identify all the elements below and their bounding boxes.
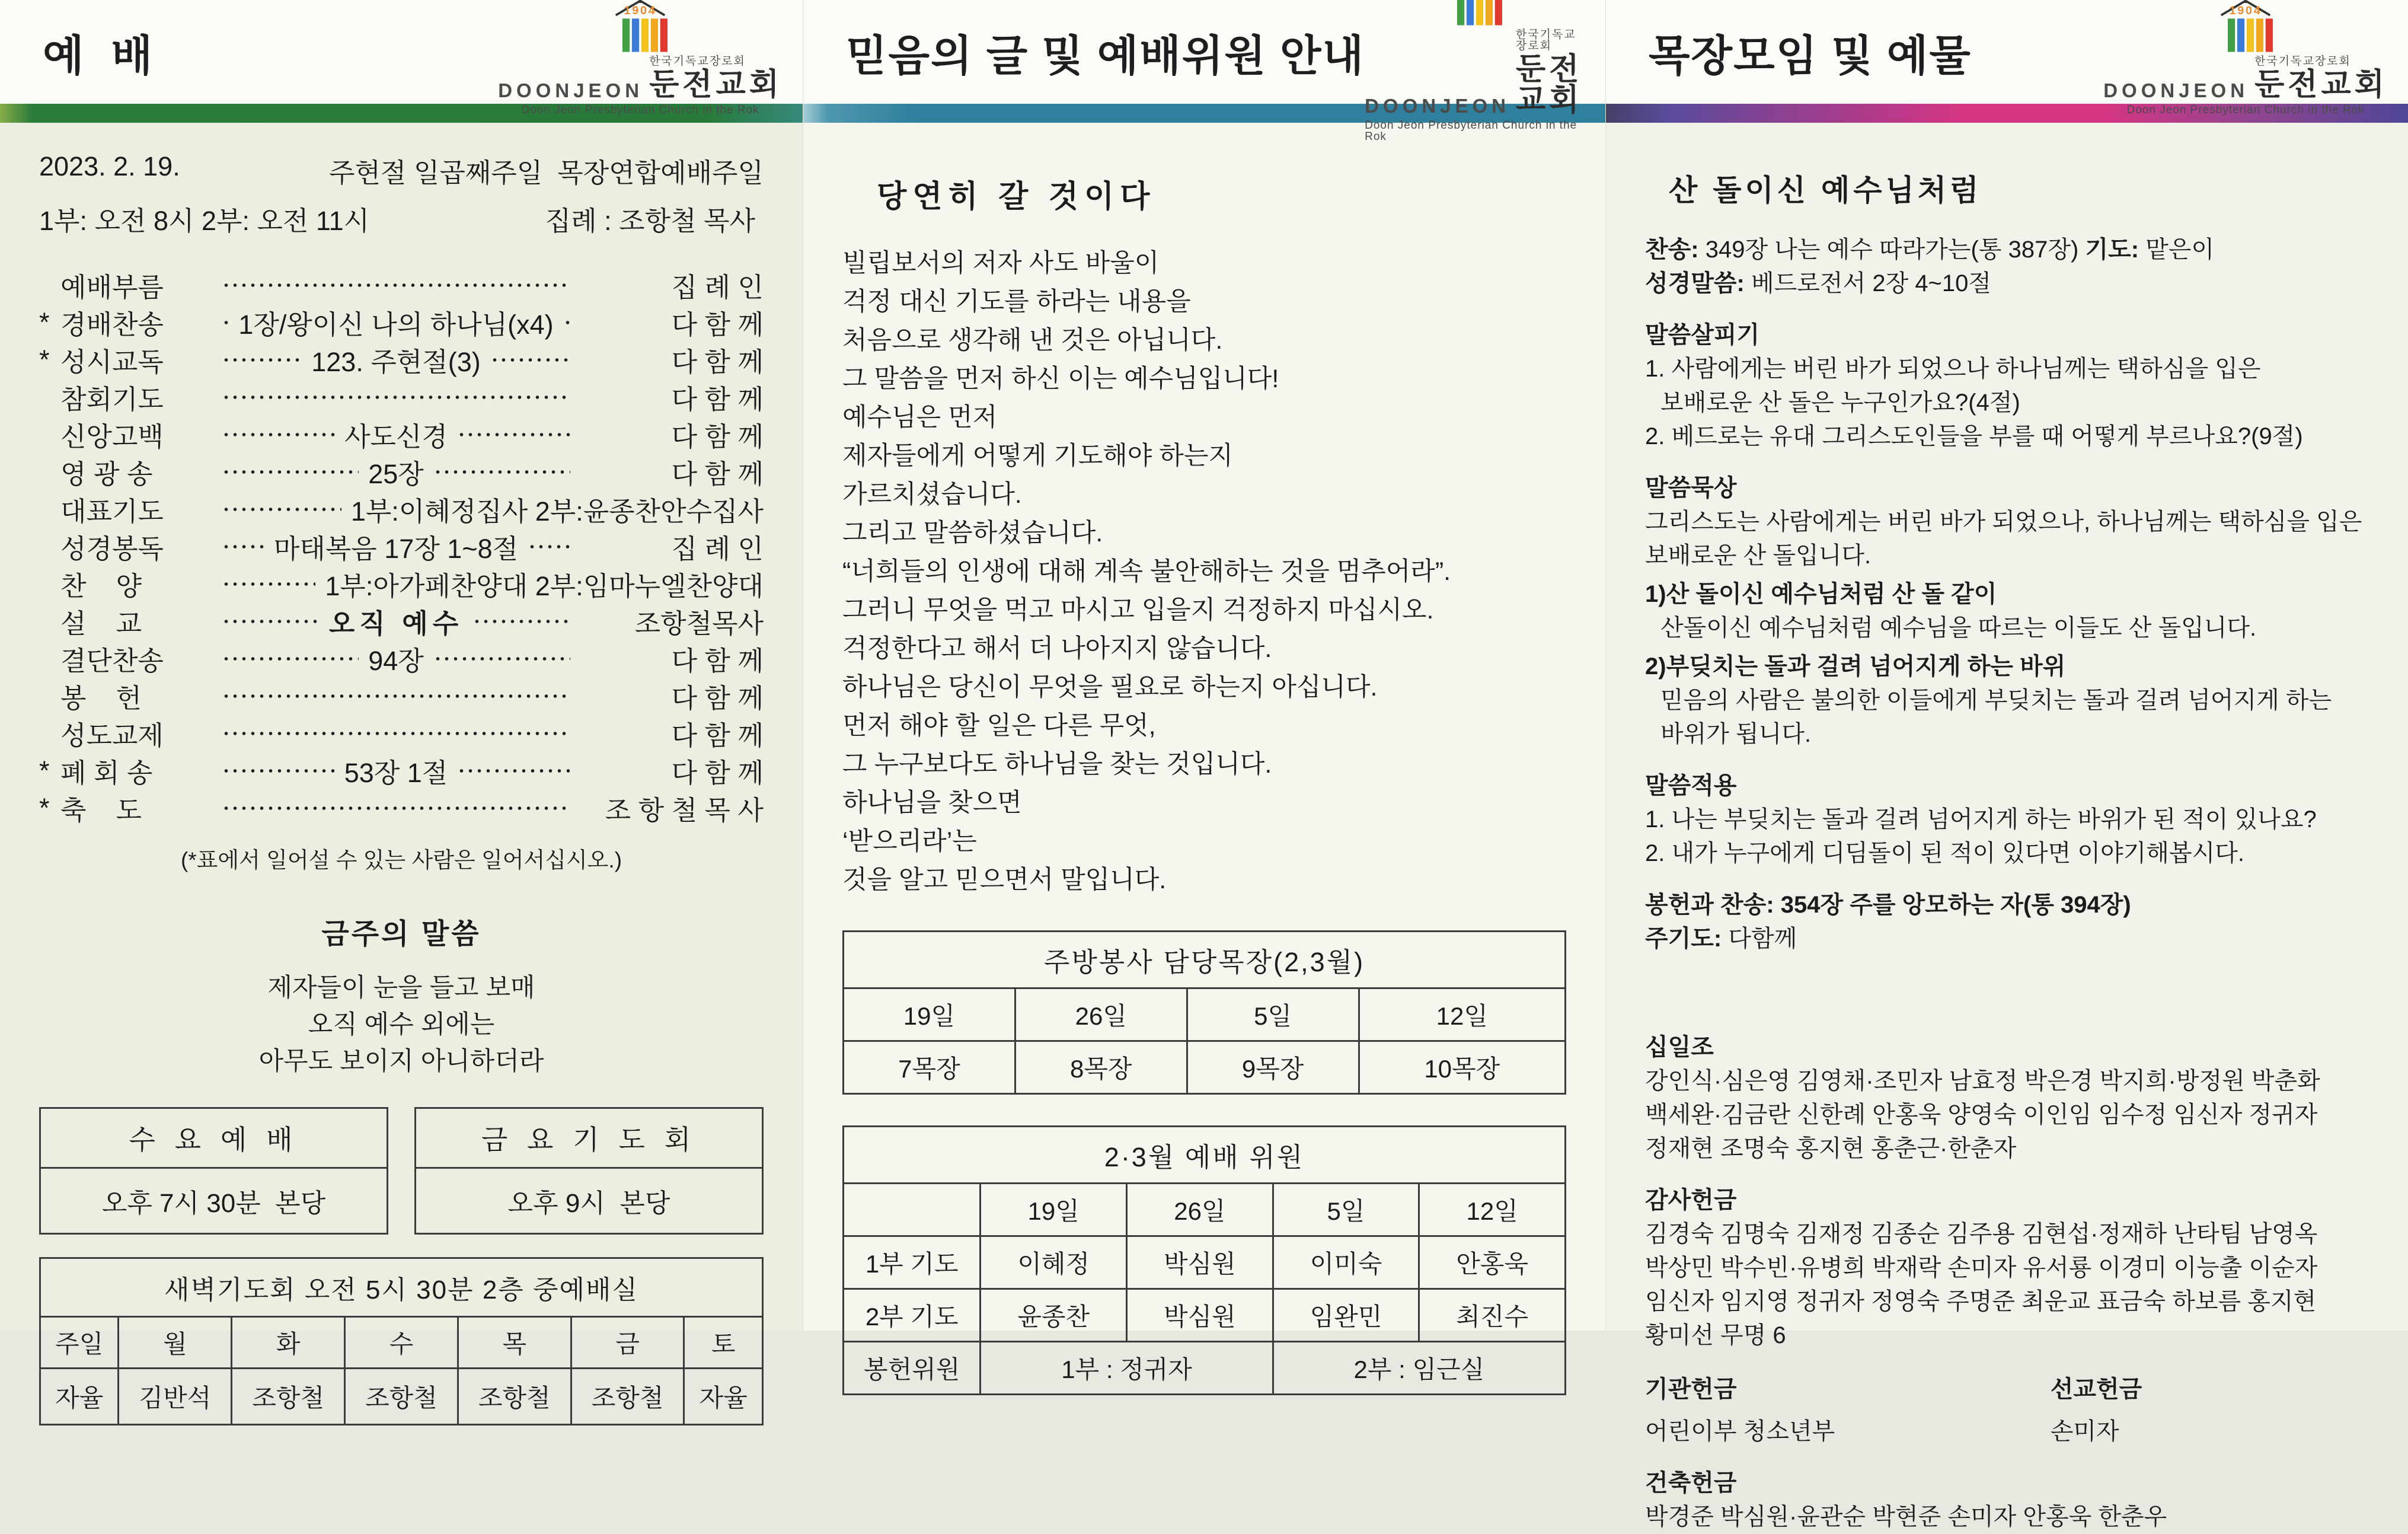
logo-denomination: 한국기독교장로회: [2254, 55, 2351, 68]
dawn-prayer-table: [39, 1257, 764, 1425]
essay-line: 하나님을 찾으면: [842, 789, 1022, 817]
essay-line: “너희들의 인생에 대해 계속 불안해하는 것을 멈추어라”.: [842, 557, 1451, 586]
kitchen-date: 26일: [1015, 988, 1187, 1041]
order-star: *: [39, 344, 50, 375]
study-title: 산 돌이신 예수님처럼: [1669, 174, 1982, 207]
church-logo-icon: [2201, 0, 2290, 55]
order-row: [39, 266, 764, 304]
order-value: 마태복음 17장 1~8절: [273, 534, 519, 564]
dotted-leader: [457, 431, 570, 438]
order-performer: 다 함 께: [671, 384, 764, 414]
order-star: *: [39, 792, 50, 823]
dotted-leader: [528, 543, 570, 550]
dotted-leader: [563, 319, 570, 326]
wednesday-service-table: [39, 1107, 388, 1235]
church-logo-icon: [1430, 0, 1519, 28]
faith-header: [803, 0, 1605, 143]
essay-line: 먼저 해야 할 일은 다른 무엇,: [842, 712, 1156, 740]
table-row: [40, 1108, 388, 1168]
dawn-leader: 조항철: [458, 1369, 571, 1425]
table-row: [40, 1369, 763, 1425]
order-performer: 다 함 께: [671, 683, 764, 713]
kitchen-team: 8목장: [1015, 1041, 1187, 1094]
order-value: 123. 주현절(3): [311, 347, 481, 377]
order-label: 봉 헌: [60, 683, 142, 713]
worship-body: [0, 123, 803, 1412]
order-label: 설 교: [60, 608, 142, 639]
mokjang-header: [1606, 0, 2408, 116]
section-line: [1645, 267, 2369, 301]
section-heading: 말씀살피기: [1645, 322, 1760, 348]
table-row: [40, 1168, 388, 1234]
order-row: [39, 378, 764, 416]
section-subheading: 2)부딪치는 돌과 걸려 넘어지게 하는 바위: [1645, 653, 2066, 680]
order-row: [39, 416, 764, 453]
mokjang-sections: [1645, 233, 2369, 1534]
table-row: [844, 988, 1566, 1041]
dawn-tbl: [39, 1257, 764, 1425]
order-performer: 다 함 께: [671, 646, 764, 676]
section-heading: 건축헌금: [1645, 1470, 1737, 1496]
section-line: 정재현 조명숙 홍지현 홍춘근·한춘자: [1645, 1136, 2017, 1162]
weekly-verse-title: 금주의 말씀: [321, 919, 481, 950]
dawn-day: 월: [119, 1317, 232, 1369]
mission-offering-heading: 선교헌금: [2050, 1376, 2142, 1402]
logo-church-name: 둔전교회: [649, 68, 783, 102]
table-title: 수 요 예 배: [40, 1108, 388, 1168]
dawn-leader: 조항철: [571, 1369, 684, 1425]
order-performer: 다 함 께: [671, 758, 764, 788]
order-performer: 집 례 인: [671, 272, 764, 302]
mission-offering-col: [2051, 1373, 2142, 1449]
mokjang-body: [1606, 123, 2408, 1530]
service-date: 2023. 2. 19.: [39, 151, 180, 181]
order-label: 축 도: [60, 795, 142, 825]
essay-line: 처음으로 생각해 낸 것은 아닙니다.: [842, 326, 1223, 355]
offering-part2: 2부 : 임근실: [1273, 1342, 1565, 1395]
dotted-leader: [222, 319, 229, 326]
dotted-leader: [222, 655, 359, 662]
order-label: 성시교독: [60, 347, 164, 377]
church-logo: [498, 0, 783, 116]
dotted-leader: [433, 468, 570, 476]
worship-title: 예 배: [43, 32, 154, 80]
section-line: [1645, 922, 2369, 956]
order-label: 영 광 송: [60, 459, 153, 489]
panel-mokjang: [1605, 0, 2408, 1530]
org-offering-col: [1645, 1373, 2051, 1449]
section-heading: 말씀적용: [1645, 773, 1737, 799]
table-value: 오후 7시 30분 본당: [40, 1168, 388, 1234]
section-line: 1. 사람에게는 버린 바가 되었으나 하나님께는 택하심을 입은: [1645, 356, 2261, 382]
dotted-leader: [457, 767, 570, 774]
order-value: 1부:이혜정집사 2부:윤종찬안수집사: [350, 496, 764, 527]
committee-title: 2·3월 예배 위원: [844, 1127, 1566, 1184]
order-label: 신앙고백: [60, 422, 164, 452]
order-row: [39, 565, 764, 602]
section-line: 1. 나는 부딪치는 돌과 걸려 넘어지게 하는 바위가 된 적이 있나요?: [1645, 806, 2317, 833]
midweek-tables: [39, 1107, 764, 1235]
order-value: 1장/왕이신 나의 하나님(x4): [238, 310, 554, 340]
order-star: *: [39, 307, 50, 337]
dotted-leader: [433, 655, 570, 662]
order-label: 성경봉독: [60, 534, 164, 564]
section-line: 임신자 임지영 정귀자 정영숙 주명준 최운교 표금숙 하보름 홍지현: [1645, 1289, 2317, 1315]
dotted-leader: [222, 468, 359, 476]
worship-committee-table: [842, 1125, 1566, 1395]
order-performer: 다 함 께: [671, 347, 764, 377]
logo-word: DOONJEON: [1365, 95, 1510, 117]
order-row: [39, 640, 764, 677]
verse-line: 오직 예수 외에는: [308, 1010, 495, 1039]
order-row: [39, 752, 764, 789]
section-label: 주기도:: [1645, 926, 1722, 952]
presider: 집례 : 조항철 목사: [545, 206, 755, 236]
section-gap: [1645, 956, 2369, 1013]
order-performer: 다 함 께: [671, 459, 764, 489]
dotted-leader: [490, 356, 570, 363]
section-line: [1645, 233, 2369, 267]
section-text: 354장 주를 앙모하는 자(통 394장): [1774, 892, 2131, 918]
week-titles: 주현절 일곱째주일 목장연합예배주일: [328, 158, 764, 188]
org-offering-heading: 기관헌금: [1645, 1376, 1737, 1402]
section-subheading: 1)산 돌이신 예수님처럼 산 돌 같이: [1645, 581, 1997, 607]
order-label: 예배부름: [60, 272, 164, 302]
worship-date-block: [39, 151, 764, 238]
church-logo-icon: [596, 0, 685, 55]
logo-word: DOONJEON: [2103, 79, 2249, 101]
section-text: 349장 나는 예수 따라가는(통 387장): [1698, 237, 2086, 263]
worship-order-list: [39, 266, 764, 827]
committee-name: 이미숙: [1273, 1236, 1419, 1289]
table-row: [40, 1258, 763, 1317]
committee-blank: [844, 1184, 981, 1236]
mission-offering-names: 손미자: [2050, 1418, 2119, 1444]
committee-name: 최진수: [1419, 1289, 1566, 1342]
table-row: [844, 1236, 1566, 1289]
section-line: 2. 내가 누구에게 디딤돌이 된 적이 있다면 이야기해봅시다.: [1645, 840, 2244, 866]
service-times: 1부: 오전 8시 2부: 오전 11시: [39, 206, 370, 236]
kitchen-date: 5일: [1187, 988, 1359, 1041]
order-value: 94장: [368, 646, 424, 676]
dawn-leader: 자율: [40, 1369, 119, 1425]
weekly-verse: [39, 911, 764, 1080]
section-text: 다함께: [1722, 926, 1797, 952]
dotted-leader: [222, 805, 570, 812]
order-row: [39, 789, 764, 827]
faith-logo-slot: [1365, 0, 1585, 142]
kitchen-team: 9목장: [1187, 1041, 1359, 1094]
church-logo: [2103, 0, 2388, 116]
essay-line: 그리고 말씀하셨습니다.: [842, 519, 1103, 547]
order-row: [39, 602, 764, 640]
panel-faith: [803, 0, 1605, 1383]
order-performer: 조 항 철 목 사: [605, 795, 764, 825]
order-value: 오직 예수: [328, 608, 464, 639]
table-row: [844, 1289, 1566, 1342]
kitchen-date: 12일: [1359, 988, 1565, 1041]
order-performer: 다 함 께: [671, 310, 764, 340]
dotted-leader: [222, 693, 570, 700]
kitchen-duty-table: [842, 930, 1566, 1095]
kitchen-team: 7목장: [844, 1041, 1015, 1094]
kitchen-tbl: [842, 930, 1566, 1095]
section-heading: 말씀묵상: [1645, 475, 1737, 501]
faith-title: 믿음의 글 및 예배위원 안내: [846, 32, 1365, 80]
logo-denomination: 한국기독교장로회: [649, 55, 746, 68]
order-row: [39, 677, 764, 715]
panel-worship: [0, 0, 803, 1412]
dotted-leader: [222, 356, 302, 363]
committee-name: 박심원: [1127, 1289, 1273, 1342]
order-performer: 조항철목사: [634, 608, 764, 639]
order-label: 경배찬송: [60, 310, 164, 340]
dawn-leader: 자율: [684, 1369, 763, 1425]
committee-name: 박심원: [1127, 1236, 1273, 1289]
mokjang-title: 목장모임 및 예물: [1649, 32, 1972, 80]
wed-table-tbl: [39, 1107, 388, 1235]
section-line: 강인식·심은영 김영채·조민자 남효정 박은경 박지희·방정원 박춘화: [1645, 1068, 2320, 1094]
order-star: *: [39, 755, 50, 786]
verse-line: 아무도 보이지 아니하더라: [258, 1047, 544, 1076]
essay-line: ‘받으리라’는: [842, 827, 977, 856]
dotted-leader: [222, 543, 264, 550]
logo-church-name: 둔전교회: [2254, 68, 2388, 102]
order-row: [39, 715, 764, 752]
order-value: 25장: [368, 459, 424, 489]
section-heading: 십일조: [1645, 1034, 1714, 1060]
order-label: 폐 회 송: [60, 758, 153, 788]
section-line: [1645, 888, 2369, 922]
order-value: 1부:아가페찬양대 2부:임마누엘찬양대: [325, 571, 764, 601]
section-line: 박경준 박심원·윤관순 박현준 손미자 안홍욱 한춘우: [1645, 1504, 2167, 1530]
dawn-day: 화: [232, 1317, 345, 1369]
logo-word: DOONJEON: [498, 79, 644, 101]
table-row: [844, 1342, 1566, 1395]
weekly-verse-lines: [39, 969, 764, 1080]
order-label: 성도교제: [60, 720, 164, 751]
dawn-day: 목: [458, 1317, 571, 1369]
essay-line: 걱정 대신 기도를 하라는 내용을: [842, 288, 1191, 316]
essay-line: 것을 알고 믿으면서 말입니다.: [842, 866, 1167, 894]
dawn-leader: 조항철: [232, 1369, 345, 1425]
table-row: [416, 1168, 763, 1234]
table-value: 오후 9시 본당: [416, 1168, 763, 1234]
logo-church-name: 둔전교회: [1515, 52, 1583, 117]
essay-line: 빌립보서의 저자 사도 바울이: [842, 249, 1160, 278]
order-row: [39, 341, 764, 378]
kitchen-date: 19일: [844, 988, 1015, 1041]
table-row: [416, 1108, 763, 1168]
order-label: 결단찬송: [60, 646, 164, 676]
committee-name: 이혜정: [981, 1236, 1127, 1289]
section-line: 박상민 박수빈·유병희 박재락 손미자 유서룡 이경미 이능출 이순자: [1645, 1255, 2318, 1281]
order-value: 사도신경: [344, 422, 448, 452]
table-row: [844, 1184, 1566, 1236]
offering-label: 봉헌위원: [844, 1342, 981, 1395]
committee-date: 5일: [1273, 1184, 1419, 1236]
logo-english-name: Doon Jeon Presbyterian Church in the Rok: [521, 104, 759, 116]
dawn-day: 주일: [40, 1317, 119, 1369]
dotted-leader: [222, 394, 570, 401]
logo-english-name: Doon Jeon Presbyterian Church in the Rok: [1365, 119, 1577, 143]
section-line: 2. 베드로는 유대 그리스도인들을 부를 때 어떻게 부르나요?(9절): [1645, 423, 2303, 449]
committee-date: 19일: [981, 1184, 1127, 1236]
order-label: 참회기도: [60, 384, 164, 414]
order-row: [39, 528, 764, 565]
section-line: 산돌이신 예수님처럼 예수님을 따르는 이들도 산 돌입니다.: [1660, 615, 2257, 641]
mokjang-logo-slot: [2103, 0, 2388, 116]
order-performer: 집 례 인: [671, 534, 764, 564]
section-text: 베드로전서 2장 4~10절: [1744, 270, 1992, 296]
essay-line: 가르치셨습니다.: [842, 480, 1022, 509]
org-offering-names: 어린이부 청소년부: [1645, 1418, 1835, 1444]
section-line: 김경숙 김명숙 김재정 김종순 김주용 김현섭·정재하 난타팀 남영옥: [1645, 1221, 2318, 1247]
faith-body: [803, 123, 1605, 1383]
dotted-leader: [222, 282, 570, 289]
committee-row-label: 2부 기도: [844, 1289, 981, 1342]
church-logo: [1365, 0, 1585, 142]
fri-table-tbl: [414, 1107, 764, 1235]
svg-text:1904: 1904: [2229, 4, 2262, 17]
section-heading: 감사헌금: [1645, 1187, 1737, 1213]
committee-name: 윤종찬: [981, 1289, 1127, 1342]
table-row: [844, 932, 1566, 988]
dotted-leader: [222, 431, 335, 438]
section-label: 성경말씀:: [1645, 270, 1745, 296]
svg-text:1904: 1904: [624, 4, 657, 17]
table-row: [844, 1041, 1566, 1094]
essay-line: 하나님은 당신이 무엇을 필요로 하는지 아십니다.: [842, 673, 1378, 701]
worship-logo-slot: [498, 0, 783, 116]
order-row: [39, 304, 764, 341]
order-value: 53장 1절: [344, 758, 448, 788]
dawn-day: 금: [571, 1317, 684, 1369]
order-performer: 다 함 께: [671, 422, 764, 452]
committee-tbl: [842, 1125, 1566, 1395]
dawn-day: 수: [345, 1317, 458, 1369]
table-row: [844, 1127, 1566, 1184]
section-line: 그리스도는 사람에게는 버린 바가 되었으나, 하나님께는 택하심을 입은: [1645, 509, 2362, 535]
essay-line: 걱정한다고 해서 더 나아지지 않습니다.: [842, 634, 1272, 663]
essay-title: 당연히 갈 것이다: [877, 180, 1156, 214]
dawn-leader: 김반석: [119, 1369, 232, 1425]
committee-row-label: 1부 기도: [844, 1236, 981, 1289]
essay-line: 그 말씀을 먼저 하신 이는 예수님입니다!: [842, 365, 1279, 393]
order-label: 대표기도: [60, 496, 164, 527]
committee-name: 안홍욱: [1419, 1236, 1566, 1289]
order-performer: 다 함 께: [671, 720, 764, 751]
section-line: 황미선 무명 6: [1645, 1322, 1786, 1348]
dotted-leader: [222, 506, 341, 513]
kitchen-team: 10목장: [1359, 1041, 1565, 1094]
worship-header: [0, 0, 803, 116]
order-label: 찬 양: [60, 571, 142, 601]
logo-denomination: 한국기독교장로회: [1515, 28, 1576, 52]
standing-note: (*표에서 일어설 수 있는 사람은 일어서십시오.): [180, 848, 622, 872]
offering-part1: 1부 : 정귀자: [981, 1342, 1273, 1395]
dotted-leader: [472, 618, 570, 625]
section-line: 보배로운 산 돌입니다.: [1645, 543, 1872, 569]
dotted-leader: [222, 618, 320, 625]
friday-prayer-table: [414, 1107, 764, 1235]
section-line: 보배로운 산 돌은 누구인가요?(4절): [1660, 390, 2020, 416]
section-label: 기도:: [2085, 237, 2139, 263]
offering-columns: [1645, 1373, 2369, 1449]
dotted-leader: [222, 767, 335, 774]
essay-line: 제자들에게 어떻게 기도해야 하는지: [842, 442, 1233, 470]
table-title: 금 요 기 도 회: [416, 1108, 763, 1168]
essay-line: 그 누구보다도 하나님을 찾는 것입니다.: [842, 750, 1272, 779]
table-row: [40, 1317, 763, 1369]
dawn-leader: 조항철: [345, 1369, 458, 1425]
section-line: 믿음의 사람은 불의한 이들에게 부딪치는 돌과 걸려 넘어지게 하는: [1660, 687, 2332, 713]
essay-line: 예수님은 먼저: [842, 403, 998, 432]
dotted-leader: [222, 730, 570, 737]
committee-name: 임완민: [1273, 1289, 1419, 1342]
order-row: [39, 453, 764, 490]
committee-date: 26일: [1127, 1184, 1273, 1236]
essay-text: [842, 244, 1566, 900]
section-text: 맡은이: [2139, 237, 2215, 263]
section-line: 백세완·김금란 신한례 안홍욱 양영숙 이인임 임수정 임신자 정귀자: [1645, 1102, 2318, 1128]
logo-english-name: Doon Jeon Presbyterian Church in the Rok: [2126, 104, 2365, 116]
dawn-day: 토: [684, 1317, 763, 1369]
dawn-title: 새벽기도회 오전 5시 30분 2층 중예배실: [40, 1258, 763, 1317]
section-line: 바위가 됩니다.: [1660, 721, 1812, 747]
essay-line: 그러니 무엇을 먹고 마시고 입을지 걱정하지 마십시오.: [842, 596, 1434, 624]
section-label: 찬송:: [1645, 237, 1699, 263]
verse-line: 제자들이 눈을 들고 보매: [267, 974, 535, 1002]
kitchen-title: 주방봉사 담당목장(2,3월): [844, 932, 1566, 988]
section-label: 봉헌과 찬송:: [1645, 892, 1774, 918]
committee-date: 12일: [1419, 1184, 1566, 1236]
dotted-leader: [222, 581, 315, 588]
order-row: [39, 490, 764, 528]
